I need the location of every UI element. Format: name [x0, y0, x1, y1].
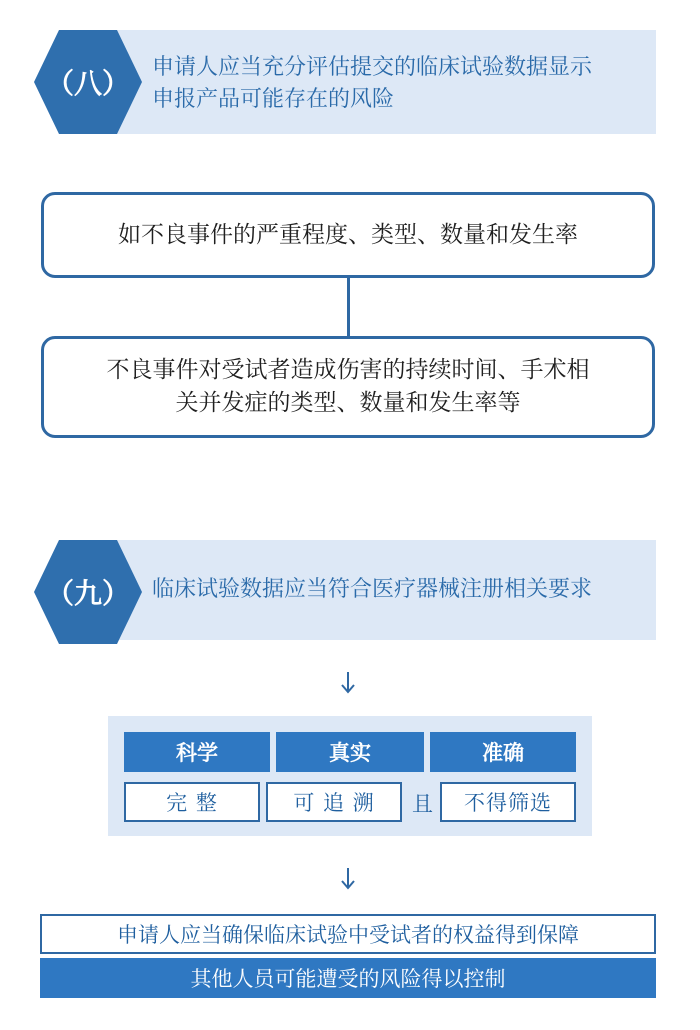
subject-rights-box: 申请人应当确保临床试验中受试者的权益得到保障: [40, 914, 656, 954]
section-8-hexagon: [30, 24, 146, 140]
section-8-title-line-2: 申报产品可能存在的风险: [152, 87, 395, 112]
arrow-down-icon: [337, 866, 359, 892]
risk-box-severity: [41, 192, 655, 278]
risk-box-duration: [41, 336, 655, 438]
risk-box-duration-line-2: 关并发症的类型、数量和发生率等: [175, 390, 521, 416]
requirement-complete: 完 整: [124, 782, 260, 822]
requirement-header-authentic: 真实: [276, 732, 424, 772]
requirement-traceable: 可 追 溯: [266, 782, 402, 822]
requirement-and: 且: [412, 792, 433, 816]
risk-control-box: 其他人员可能遭受的风险得以控制: [40, 958, 656, 998]
requirement-no-screening: 不得筛选: [440, 782, 576, 822]
section-9-hexagon: [30, 534, 146, 650]
section-9-title: 临床试验数据应当符合医疗器械注册相关要求: [152, 577, 593, 602]
connector-line: [347, 278, 350, 336]
risk-box-duration-line-1: 不良事件对受试者造成伤害的持续时间、手术相: [106, 357, 590, 383]
section-8-title: [152, 52, 642, 116]
requirement-header-accurate: 准确: [430, 732, 576, 772]
section-8-title-line-1: 申请人应当充分评估提交的临床试验数据显示: [152, 55, 593, 80]
section-8-number: （八）: [45, 67, 130, 100]
risk-box-severity-text: 如不良事件的严重程度、类型、数量和发生率: [118, 221, 578, 248]
requirement-header-scientific: 科学: [124, 732, 270, 772]
section-9-number: （九）: [45, 577, 130, 610]
arrow-down-icon: [337, 670, 359, 696]
